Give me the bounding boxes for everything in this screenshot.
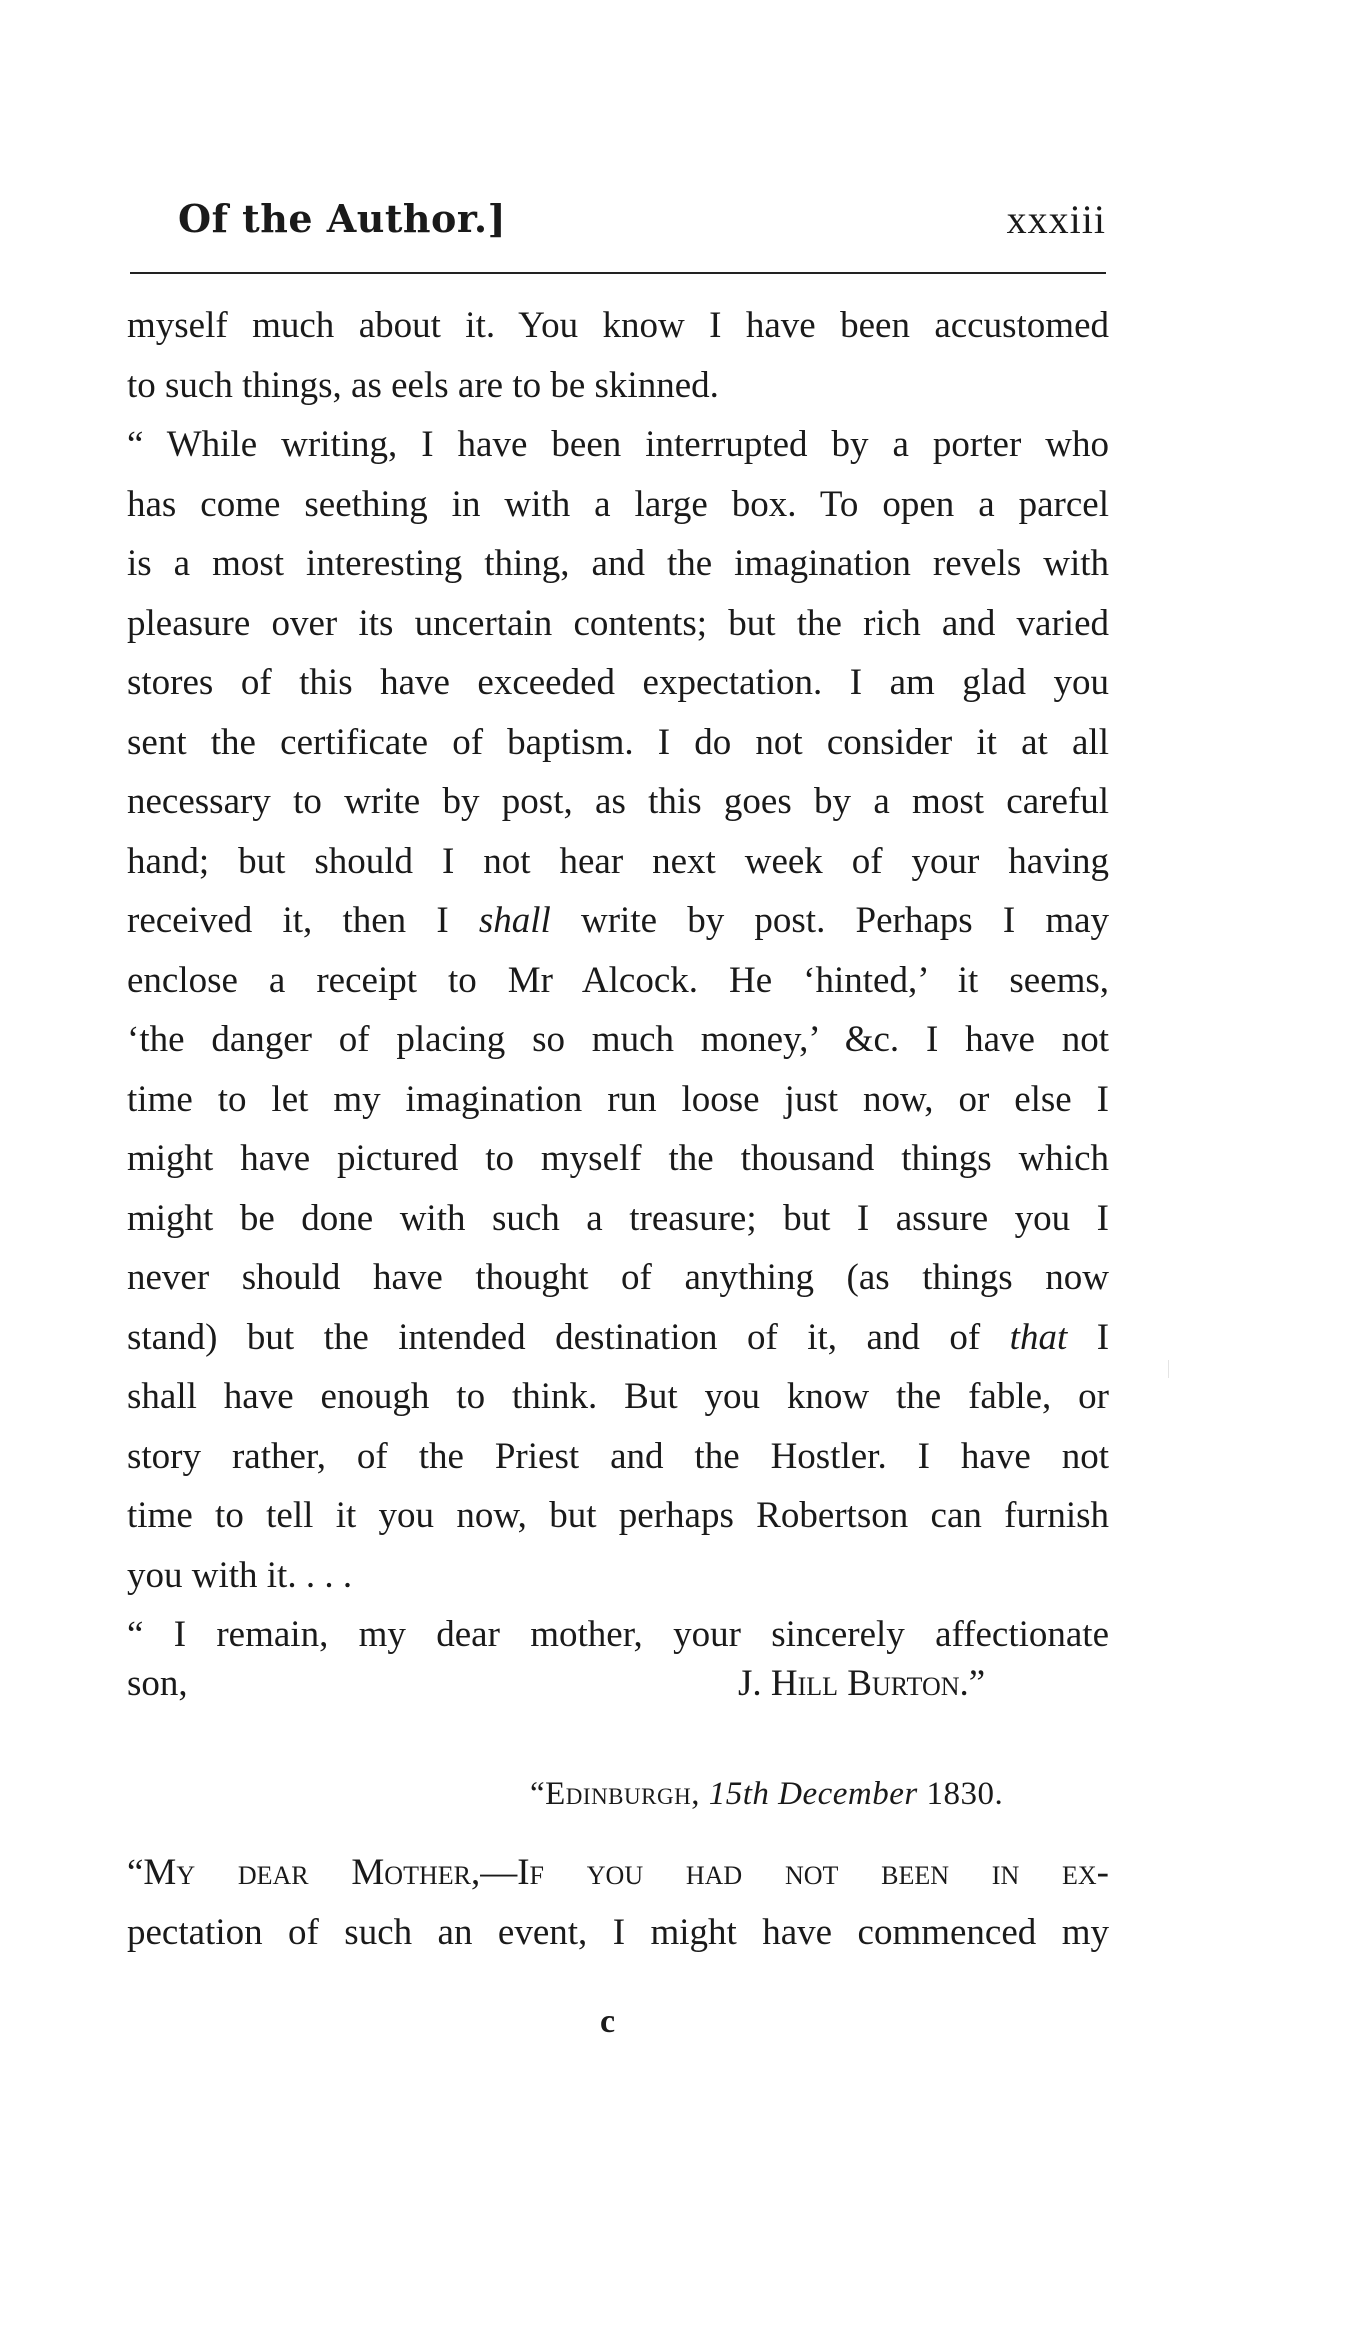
signature-line xyxy=(127,1654,1109,1714)
text-line: time to tell it you now, but perhaps Robertson can furnish xyxy=(127,1495,1109,1536)
text-line xyxy=(127,1308,1109,1368)
text-line: pleasure over its uncertain contents; but the rich and varied xyxy=(127,602,1109,644)
text-line: stores of this have exceeded expectation. I am glad you xyxy=(127,662,1109,703)
running-header xyxy=(130,196,1106,248)
text-line: story rather, of the Priest and the Hostler. I have not xyxy=(127,1435,1109,1477)
text-line: pectation of such an event, I might have commenced my xyxy=(127,1911,1109,1953)
text-line: has come seething in with a large box. To open a parcel xyxy=(127,483,1109,525)
text-line: enclose a receipt to Mr Alcock. He ‘hinted,’ it seems, xyxy=(127,959,1109,1001)
text-line: “ While writing, I have been interrupted by a porter who xyxy=(127,424,1109,465)
text-segment: write by post. Perhaps I may xyxy=(581,900,1110,941)
page-number: xxxiii xyxy=(1006,197,1106,242)
text-line: time to let my imagination run loose just now, or else I xyxy=(127,1078,1109,1120)
text-segment: stand) but the intended destination of it, and of xyxy=(127,1316,981,1358)
text-line: never should have thought of anything (as things now xyxy=(127,1257,1109,1298)
text-line: to such things, as eels are to be skinned. xyxy=(127,364,719,406)
text-line: hand; but should I not hear next week of your having xyxy=(127,840,1109,882)
text-line: sent the certificate of baptism. I do not consider it at all xyxy=(127,721,1109,763)
text-line: “My dear Mother,—If you had not been in ex- xyxy=(127,1852,1109,1893)
text-line: shall have enough to think. But you know the fable, or xyxy=(127,1376,1109,1417)
italic-emphasis: shall xyxy=(478,900,551,941)
second-letter-opening xyxy=(127,1843,1109,1962)
dateline-place: “Edinburgh, xyxy=(530,1776,700,1812)
text-line: might have pictured to myself the thousand things which xyxy=(127,1138,1109,1179)
text-segment: I xyxy=(1096,1316,1110,1358)
text-line: ‘the danger of placing so much money,’ &c. I have not xyxy=(127,1019,1109,1060)
signature-left: son, xyxy=(127,1663,188,1704)
running-title: Of the Author.] xyxy=(178,196,507,241)
italic-emphasis: that xyxy=(1009,1316,1068,1358)
text-line: you with it. . . . xyxy=(127,1554,353,1596)
text-line: is a most interesting thing, and the imagination revels with xyxy=(127,543,1109,584)
dateline-year: 1830. xyxy=(926,1776,1004,1812)
paper-speck xyxy=(1168,1360,1169,1378)
text-segment: received it, then I xyxy=(127,900,449,941)
text-line xyxy=(127,891,1109,951)
signature-name: J. Hill Burton.” xyxy=(738,1663,986,1704)
dateline-date: 15th December xyxy=(708,1776,918,1812)
text-line: “ I remain, my dear mother, your sincerely affectionate xyxy=(127,1614,1109,1655)
letter-dateline xyxy=(530,1776,1003,1813)
text-line: myself much about it. You know I have been accustomed xyxy=(127,305,1109,346)
letter-body xyxy=(127,296,1109,1665)
header-rule xyxy=(130,272,1106,274)
text-line: necessary to write by post, as this goes by a most careful xyxy=(127,781,1109,822)
signature-mark: c xyxy=(600,2003,616,2040)
text-line: might be done with such a treasure; but I assure you I xyxy=(127,1197,1109,1239)
